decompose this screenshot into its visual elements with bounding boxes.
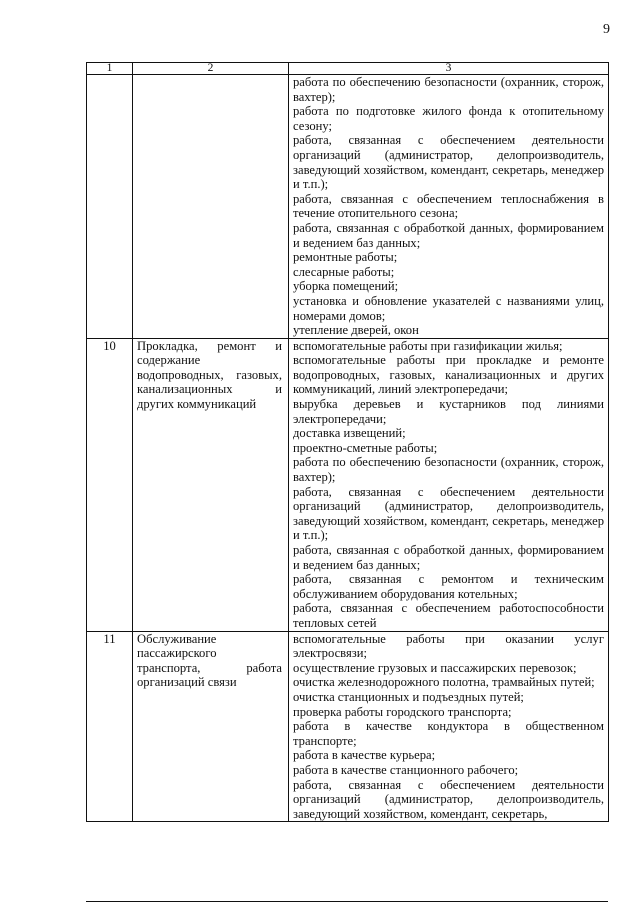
classification-table — [86, 62, 609, 822]
header-col-3: 3 — [289, 63, 609, 75]
work-type-item: проверка работы городского транспорта; — [293, 704, 512, 719]
work-type-item: работа, связанная с обеспечением деятельности организаций (администратор, делопроизводитель, заведующий хозяйством, комендант, секретарь, менеджер и т.п.); — [293, 133, 604, 192]
row-number — [87, 75, 133, 339]
work-type-item: работа, связанная с обеспечением деятельности организаций (администратор, делопроизводитель, заведующий хозяйством, комендант, секретарь, менеджер и т.п.); — [293, 484, 604, 543]
header-col-1: 1 — [87, 63, 133, 75]
work-type-item: проектно-сметные работы; — [293, 440, 438, 455]
work-type-item: работа в качестве станционного рабочего; — [293, 762, 519, 777]
work-type-item: вспомогательные работы при газификации жилья; — [293, 338, 563, 353]
work-type-item: работа в качестве кондуктора в общественном транспорте; — [293, 719, 604, 748]
page-number: 9 — [603, 22, 610, 37]
work-types-cell — [289, 338, 609, 631]
work-types-cell — [289, 75, 609, 339]
work-type-item: работа, связанная с обработкой данных, формированием и ведением баз данных; — [293, 543, 604, 572]
work-types-cell — [289, 631, 609, 822]
work-type-item: осуществление грузовых и пассажирских перевозок; — [293, 660, 577, 675]
table-bottom-edge — [86, 901, 608, 902]
work-type-item: работа по подготовке жилого фонда к отопительному сезону; — [293, 104, 604, 133]
table-row — [87, 75, 609, 339]
work-type-item: работа в качестве курьера; — [293, 748, 436, 763]
table-body — [87, 75, 609, 822]
header-col-2: 2 — [133, 63, 289, 75]
work-type-item: работа, связанная с ремонтом и техническим обслуживанием оборудования котельных; — [293, 572, 604, 601]
activity-category: Обслуживание пассажирского транспорта, работа организаций связи — [133, 631, 289, 822]
row-number: 10 — [87, 338, 133, 631]
work-type-item: вспомогательные работы при оказании услуг электросвязи; — [293, 631, 604, 661]
work-type-item: слесарные работы; — [293, 264, 395, 279]
table-row — [87, 631, 609, 822]
work-type-item: очистка станционных и подъездных путей; — [293, 689, 524, 704]
work-type-item: ремонтные работы; — [293, 250, 398, 265]
work-type-item: вспомогательные работы при прокладке и ремонте водопроводных, газовых, канализационных и других коммуникаций, линий электропередачи; — [293, 353, 604, 397]
work-type-item: работа по обеспечению безопасности (охранник, сторож, вахтер); — [293, 455, 604, 485]
row-number: 11 — [87, 631, 133, 822]
work-type-item: работа, связанная с обеспечением работоспособности тепловых сетей — [293, 601, 604, 630]
work-type-item: доставка извещений; — [293, 426, 406, 441]
work-type-item: утепление дверей, окон — [293, 323, 419, 338]
work-type-item: очистка железнодорожного полотна, трамвайных путей; — [293, 675, 595, 690]
work-type-item: установка и обновление указателей с названиями улиц, номерами домов; — [293, 293, 604, 323]
work-type-item: работа, связанная с обеспечением теплоснабжения в течение отопительного сезона; — [293, 191, 604, 221]
activity-category — [133, 75, 289, 339]
work-type-item: работа, связанная с обеспечением деятельности организаций (администратор, делопроизводитель, заведующий хозяйством, комендант, секретарь, — [293, 777, 604, 821]
table-header-row — [87, 63, 609, 75]
activity-category: Прокладка, ремонт и содержание водопроводных, газовых, канализационных и других коммуникаций — [133, 338, 289, 631]
table-row — [87, 338, 609, 631]
work-type-item: вырубка деревьев и кустарников под линиями электропередачи; — [293, 397, 604, 426]
work-type-item: уборка помещений; — [293, 279, 399, 294]
work-type-item: работа, связанная с обработкой данных, формированием и ведением баз данных; — [293, 220, 604, 250]
work-type-item: работа по обеспечению безопасности (охранник, сторож, вахтер); — [293, 75, 604, 104]
